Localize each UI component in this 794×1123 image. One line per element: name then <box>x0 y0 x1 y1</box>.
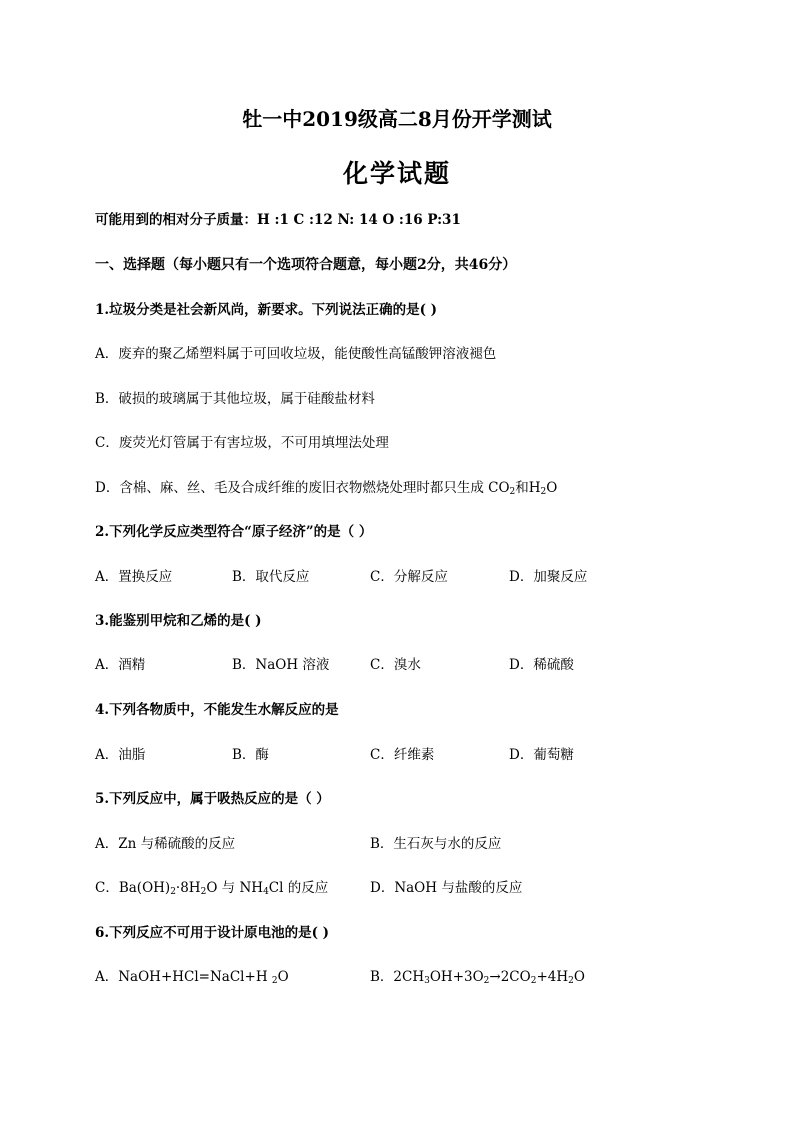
q1-d-text-2: 和H <box>515 480 541 496</box>
q2-option-b: B．取代反应 <box>232 569 310 585</box>
q5-c-text-1: C．Ba(OH) <box>95 880 171 896</box>
q1-option-b: B．破损的玻璃属于其他垃圾，属于硅酸盐材料 <box>95 391 375 407</box>
relative-masses: 可能用到的相对分子质量：H :1 C :12 N: 14 O :16 P:31 <box>95 212 461 228</box>
q1-d-sub-1: 2 <box>509 487 516 497</box>
q1-d-sub-2: 2 <box>540 487 547 497</box>
q6-b-text-4: +4H <box>536 969 569 985</box>
section-heading: 一、选择题（每小题只有一个选项符合题意，每小题2分，共46分） <box>95 257 517 273</box>
q3-option-c: C．溴水 <box>370 657 421 673</box>
question-1-stem: 1.垃圾分类是社会新风尚，新要求。下列说法正确的是( ) <box>95 302 438 318</box>
q2-option-a: A．置换反应 <box>95 569 173 585</box>
q4-option-b: B．酶 <box>232 747 269 763</box>
q3-option-a: A．酒精 <box>95 657 146 673</box>
q6-b-sub-2: 2 <box>483 976 490 986</box>
q5-option-d: D．NaOH 与盐酸的反应 <box>370 880 523 896</box>
q4-option-c: C．纤维素 <box>370 747 435 763</box>
q6-b-text-2: OH+3O <box>429 969 484 985</box>
q6-b-text-5: O <box>573 969 585 985</box>
q3-option-d: D．稀硫酸 <box>509 657 574 673</box>
q1-option-c: C．废荧光灯管属于有害垃圾，不可用填埋法处理 <box>95 435 389 451</box>
q2-option-c: C．分解反应 <box>370 569 448 585</box>
q5-option-c <box>95 878 328 898</box>
q1-option-d <box>95 478 557 498</box>
q2-option-d: D．加聚反应 <box>509 569 588 585</box>
q6-a-text-2: O <box>277 969 289 985</box>
q6-b-sub-4: 2 <box>568 976 574 986</box>
q6-b-sub-1: 3 <box>424 976 430 986</box>
q1-d-text-1: D．含棉、麻、丝、毛及合成纤维的废旧衣物燃烧处理时都只生成 CO <box>95 480 510 496</box>
exam-title: 牡一中2019级高二8月份开学测试 <box>242 107 552 131</box>
q6-b-text-3: →2CO <box>489 969 531 985</box>
q6-b-sub-3: 2 <box>530 976 537 986</box>
q5-option-b: B．生石灰与水的反应 <box>370 836 502 852</box>
q4-option-a: A．油脂 <box>95 747 146 763</box>
q5-c-text-3: O 与 NH <box>206 880 264 896</box>
q5-c-sub-3: 4 <box>263 887 269 897</box>
q6-a-text-1: A．NaOH+HCl=NaCl+H <box>95 969 272 985</box>
q6-a-sub-1: 2 <box>271 976 278 986</box>
q5-c-text-2: ·8H <box>175 880 201 896</box>
question-4-stem: 4.下列各物质中，不能发生水解反应的是 <box>95 702 339 718</box>
q1-option-a: A．废弃的聚乙烯塑料属于可回收垃圾，能使酸性高锰酸钾溶液褪色 <box>95 346 497 362</box>
q3-option-b: B．NaOH 溶液 <box>232 657 330 673</box>
q6-option-b <box>370 967 585 987</box>
subject-title: 化学试题 <box>342 159 451 188</box>
question-6-stem: 6.下列反应不可用于设计原电池的是( ) <box>95 925 330 941</box>
question-2-stem: 2.下列化学反应类型符合“原子经济”的是（ ） <box>95 524 373 540</box>
q5-option-a: A．Zn 与稀硫酸的反应 <box>95 836 236 852</box>
q6-b-text-1: B．2CH <box>370 969 425 985</box>
q6-option-a <box>95 967 289 987</box>
question-3-stem: 3.能鉴别甲烷和乙烯的是( ) <box>95 613 262 629</box>
q5-c-sub-2: 2 <box>200 887 207 897</box>
q4-option-d: D．葡萄糖 <box>509 747 574 763</box>
q5-c-sub-1: 2 <box>170 887 176 897</box>
question-5-stem: 5.下列反应中，属于吸热反应的是（ ） <box>95 791 330 807</box>
q5-c-text-4: Cl 的反应 <box>268 880 329 896</box>
q1-d-text-3: O <box>546 480 558 496</box>
